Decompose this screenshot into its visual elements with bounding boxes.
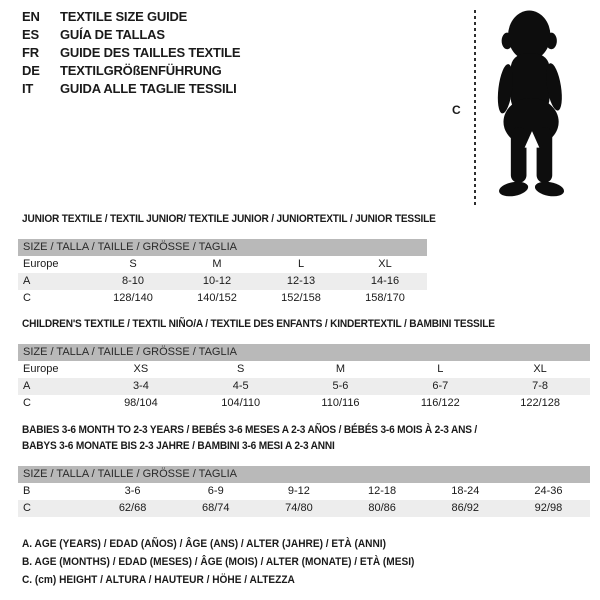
table-row — [18, 273, 427, 290]
language-title: TEXTILE SIZE GUIDE — [60, 9, 188, 24]
table-cell: 110/116 — [321, 397, 360, 409]
table-cell: 158/170 — [365, 292, 405, 304]
table-cell: XL — [533, 363, 547, 375]
table-row — [18, 378, 590, 395]
measure-legend — [22, 535, 449, 589]
table-cell: 74/80 — [285, 502, 313, 514]
table-cell: 80/86 — [368, 502, 396, 514]
language-code: ES — [22, 27, 39, 42]
table-cell: 24-36 — [534, 485, 563, 497]
table-row — [18, 483, 590, 500]
table-cell: 86/92 — [451, 502, 480, 514]
table-row — [18, 361, 590, 378]
table-cell: 10-12 — [202, 275, 232, 287]
height-measure-label: C — [452, 103, 461, 117]
table-cell: S — [237, 363, 245, 375]
language-title: GUIDE DES TAILLES TEXTILE — [60, 45, 241, 60]
language-row — [22, 62, 240, 80]
junior-section-title: JUNIOR TEXTILE / TEXTIL JUNIOR/ TEXTILE JUNIOR / JUNIORTEXTIL / JUNIOR TESSILE — [22, 213, 436, 225]
table-cell: 12-13 — [286, 275, 316, 287]
table-cell: 116/122 — [420, 397, 460, 409]
row-label: C — [23, 502, 31, 514]
babies-section-title-line2: BABYS 3-6 MONATE BIS 2-3 JAHRE / BAMBINI 3-6 MESI A 2-3 ANNI — [22, 440, 335, 452]
table-cell: 14-16 — [370, 275, 400, 287]
table-cell: 128/140 — [113, 292, 153, 304]
children-section-title: CHILDREN'S TEXTILE / TEXTIL NIÑO/A / TEXTILE DES ENFANTS / KINDERTEXTIL / BAMBINI TESSILE — [22, 318, 495, 330]
language-row — [22, 80, 240, 98]
table-cell: M — [212, 258, 222, 270]
row-label: C — [23, 292, 31, 304]
table-cell: 5-6 — [332, 380, 349, 392]
table-cell: 3-4 — [132, 380, 149, 392]
table-cell: 9-12 — [287, 485, 310, 497]
table-cell: M — [335, 363, 346, 375]
row-label: B — [23, 485, 31, 497]
language-title: TEXTILGRÖßENFÜHRUNG — [60, 63, 222, 78]
table-cell: XL — [378, 258, 392, 270]
language-row — [22, 44, 240, 62]
toddler-silhouette-image — [486, 6, 578, 212]
language-row — [22, 8, 240, 26]
babies-size-table — [18, 466, 590, 517]
row-label: A — [23, 275, 31, 287]
table-cell: 140/152 — [197, 292, 237, 304]
language-title-list — [22, 8, 240, 98]
table-row — [18, 290, 427, 307]
table-cell: 122/128 — [520, 397, 560, 409]
table-cell: XS — [133, 363, 149, 375]
row-label: Europe — [23, 363, 59, 375]
row-label: Europe — [23, 258, 59, 270]
table-cell: 18-24 — [451, 485, 480, 497]
legend-line-c: C. (cm) HEIGHT / ALTURA / HAUTEUR / HÖHE / ALTEZZA — [22, 574, 295, 586]
table-cell: 62/68 — [118, 502, 147, 514]
children-size-header-bar: SIZE / TALLA / TAILLE / GRÖSSE / TAGLIA — [18, 344, 590, 361]
table-row — [18, 256, 427, 273]
language-row — [22, 26, 240, 44]
legend-line-a: A. AGE (YEARS) / EDAD (AÑOS) / ÂGE (ANS) / ALTER (JAHRE) / ETÀ (ANNI) — [22, 538, 386, 550]
table-cell: 7-8 — [532, 380, 549, 392]
table-cell: 68/74 — [201, 502, 230, 514]
legend-line-b: B. AGE (MONTHS) / EDAD (MESES) / ÂGE (MOIS) / ALTER (MONATE) / ETÀ (MESI) — [22, 556, 415, 568]
language-code: IT — [22, 81, 34, 96]
table-cell: 98/104 — [124, 397, 158, 409]
height-measure-dashed-line — [474, 10, 476, 206]
table-cell: L — [297, 258, 305, 270]
junior-size-table — [18, 239, 427, 307]
language-code: DE — [22, 63, 40, 78]
language-title: GUIDA ALLE TAGLIE TESSILI — [60, 81, 237, 96]
table-cell: 8-10 — [121, 275, 145, 287]
table-cell: 152/158 — [281, 292, 321, 304]
language-code: EN — [22, 9, 40, 24]
table-cell: 4-5 — [232, 380, 249, 392]
table-cell: S — [129, 258, 137, 270]
babies-size-header-bar: SIZE / TALLA / TAILLE / GRÖSSE / TAGLIA — [18, 466, 590, 483]
row-label: A — [23, 380, 31, 392]
table-cell: L — [437, 363, 444, 375]
language-code: FR — [22, 45, 39, 60]
children-size-table — [18, 344, 590, 412]
table-cell: 3-6 — [124, 485, 141, 497]
table-cell: 104/110 — [221, 397, 261, 409]
junior-size-header-bar: SIZE / TALLA / TAILLE / GRÖSSE / TAGLIA — [18, 239, 427, 256]
table-cell: 92/98 — [534, 502, 563, 514]
table-cell: 12-18 — [368, 485, 397, 497]
table-cell: 6-9 — [207, 485, 224, 497]
table-cell: 6-7 — [432, 380, 449, 392]
row-label: C — [23, 397, 31, 409]
table-row — [18, 395, 590, 412]
table-row — [18, 500, 590, 517]
babies-section-title-line1: BABIES 3-6 MONTH TO 2-3 YEARS / BEBÉS 3-6 MESES A 2-3 AÑOS / BÉBÉS 3-6 MOIS À 2-3 ANS / — [22, 424, 478, 436]
language-title: GUÍA DE TALLAS — [60, 27, 165, 42]
